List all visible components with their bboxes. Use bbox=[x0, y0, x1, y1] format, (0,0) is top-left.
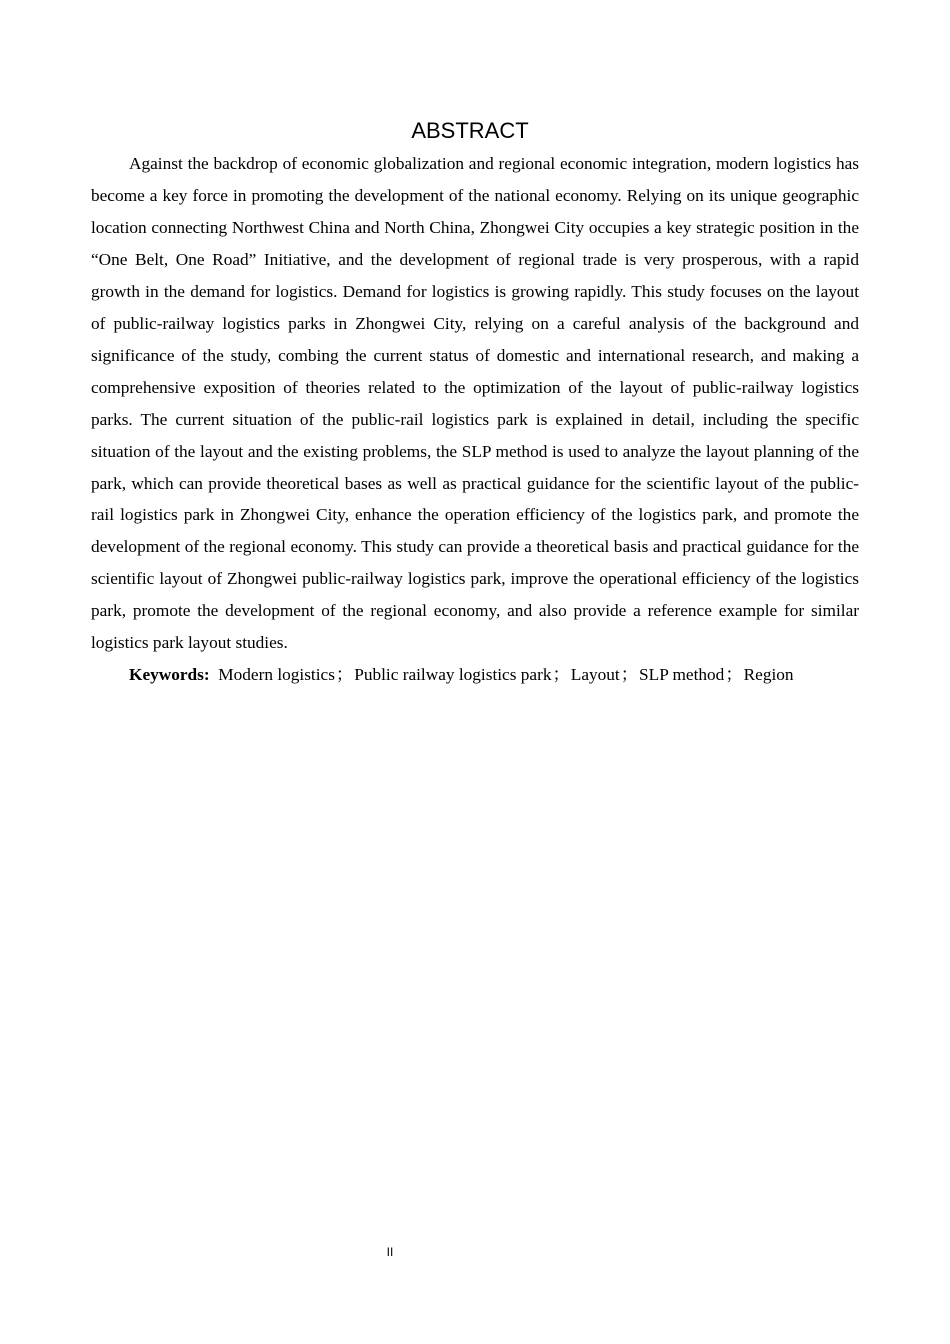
page-number: II bbox=[386, 1245, 394, 1259]
keyword-item: Layout bbox=[570, 665, 620, 685]
keyword-separator: ； bbox=[552, 665, 570, 685]
keyword-item: Region bbox=[743, 665, 794, 685]
keyword-separator: ； bbox=[335, 665, 354, 685]
keyword-separator: ； bbox=[620, 665, 639, 685]
keyword-item: Modern logistics bbox=[218, 665, 335, 685]
abstract-title: ABSTRACT bbox=[411, 118, 529, 143]
abstract-body: Against the backdrop of economic globalization and regional economic integration, modern logistics has become a key force in promoting the development of the national economy. Relying on its unique geographic location connecting Northwest China and North China, Zhongwei City occupies a key strategic position in the “One Belt, One Road” Initiative, and the development of regional trade is very prosperous, with a rapid growth in the demand for logistics. Demand for logistics is growing rapidly. This study focuses on the layout of public-railway logistics parks in Zhongwei City, relying on a careful analysis of the background and significance of the study, combing the current status of domestic and international research, and making a comprehensive exposition of theories related to the optimization of the layout of public-railway logistics parks. The current situation of the public-rail logistics park is explained in detail, including the specific situation of the layout and the existing problems, the SLP method is used to analyze the layout planning of the park, which can provide theoretical bases as well as practical guidance for the scientific layout of the public-rail logistics park in Zhongwei City, enhance the operation efficiency of the logistics park, and promote the development of the regional economy. This study can provide a theoretical basis and practical guidance for the scientific layout of Zhongwei public-railway logistics park, improve the operational efficiency of the logistics park, promote the development of the regional economy, and also provide a reference example for similar logistics park layout studies. bbox=[91, 154, 859, 653]
abstract-content bbox=[91, 148, 859, 691]
keyword-item: SLP method bbox=[639, 665, 725, 685]
keywords-line bbox=[91, 659, 859, 691]
keyword-item: Public railway logistics park bbox=[354, 665, 552, 685]
keyword-separator: ； bbox=[725, 665, 743, 685]
keywords-label: Keywords: bbox=[129, 665, 210, 685]
